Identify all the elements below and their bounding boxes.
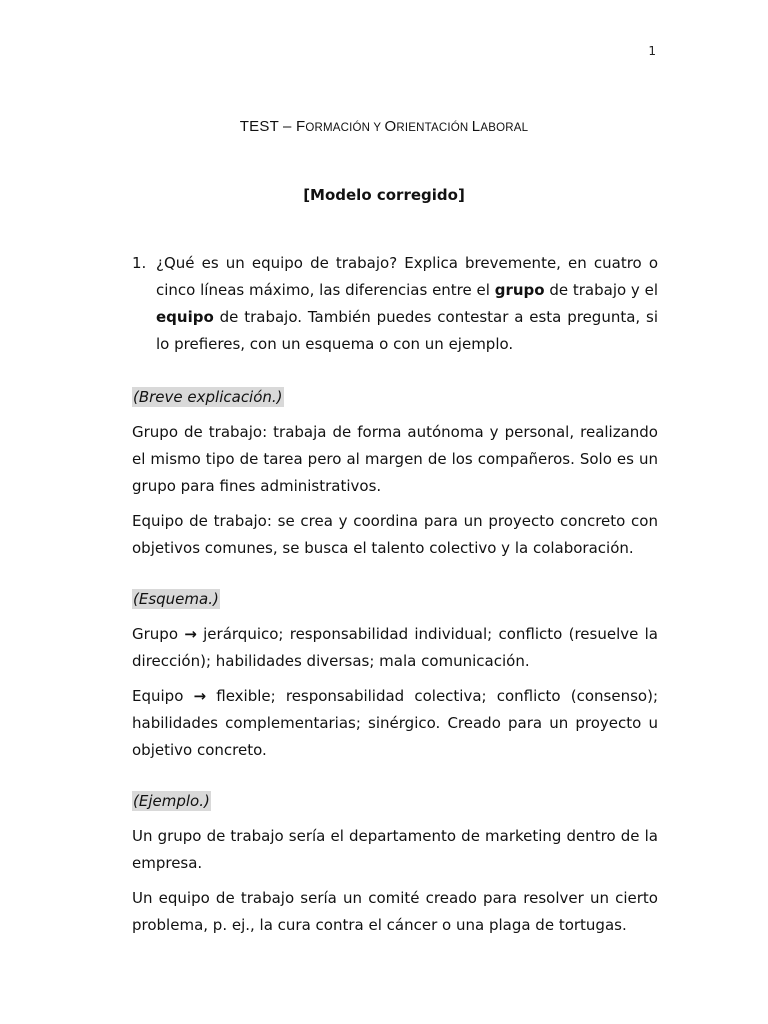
paragraph: Un grupo de trabajo sería el departamento de marketing dentro de la empresa.	[132, 827, 658, 872]
question-text	[156, 250, 658, 358]
paragraph-lead: Grupo	[132, 625, 185, 643]
title-word-cap: L	[471, 118, 481, 135]
question-text-part: de trabajo. También puedes contestar a esta pregunta, si lo prefieres, con un esquema o con un ejemplo.	[156, 308, 658, 353]
section-ejemplo	[132, 788, 658, 939]
paragraph-rest: flexible; responsabilidad colectiva; conflicto (consenso); habilidades complementarias; sinérgico. Creado para un proyecto u objetivo concreto.	[132, 687, 658, 759]
paragraph	[132, 683, 658, 764]
section-label: (Ejemplo.)	[133, 792, 210, 810]
title-word-rest: Y	[370, 122, 385, 134]
paragraph-rest: jerárquico; responsabilidad individual; conflicto (resuelve la dirección); habilidades diversas; mala comunicación.	[132, 625, 658, 670]
document-subtitle: [Modelo corregido]	[303, 186, 465, 204]
title-word-cap: O	[384, 118, 397, 135]
paragraph-lead: Equipo	[132, 687, 194, 705]
question-text-part: de trabajo y el	[544, 281, 658, 299]
question-text-part: ¿Qué es un equipo de trabajo? Explica brevemente, en cuatro o cinco líneas máximo, las diferencias entre el	[156, 254, 658, 299]
document-title	[0, 118, 768, 135]
section-label: (Breve explicación.)	[133, 388, 283, 406]
page-number: 1	[648, 44, 656, 58]
paragraph: Equipo de trabajo: se crea y coordina para un proyecto concreto con objetivos comunes, se busca el talento colectivo y la colaboración.	[132, 512, 658, 557]
paragraph: Un equipo de trabajo sería un comité creado para resolver un cierto problema, p. ej., la cura contra el cáncer o una plaga de tortugas.	[132, 889, 658, 934]
document-body	[132, 250, 658, 963]
paragraph	[132, 621, 658, 675]
title-word-rest: RIENTACIÓN	[396, 122, 469, 134]
title-word-cap: F	[295, 118, 306, 135]
question-1	[132, 250, 658, 358]
section-explicacion	[132, 384, 658, 562]
question-bold-equipo: equipo	[156, 308, 214, 326]
question-number: 1.	[132, 254, 147, 272]
title-word-rest: ABORAL	[480, 122, 529, 134]
question-bold-grupo: grupo	[494, 281, 545, 299]
section-esquema	[132, 586, 658, 764]
title-prefix: TEST –	[239, 118, 296, 135]
right-arrow-icon: →	[184, 625, 197, 643]
section-label: (Esquema.)	[133, 590, 219, 608]
paragraph: Grupo de trabajo: trabaja de forma autónoma y personal, realizando el mismo tipo de tarea pero al margen de los compañeros. Solo es un grupo para fines administrativos.	[132, 423, 658, 495]
title-word-rest: ORMACIÓN	[305, 122, 371, 134]
right-arrow-icon: →	[193, 687, 207, 705]
